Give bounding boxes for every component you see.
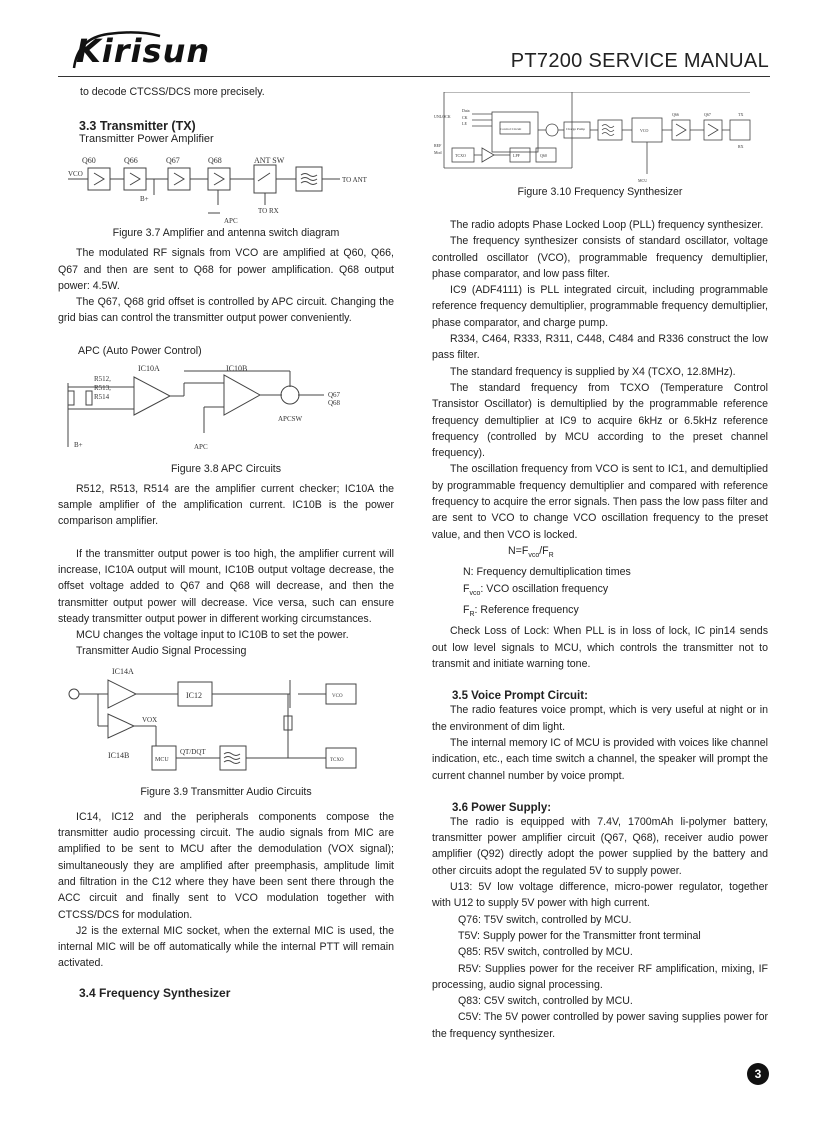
fig39-label-vox: VOX [142,715,158,724]
fig310-label-ref: REF [434,143,442,148]
para-voice-prompt-1: The radio features voice prompt, which is very useful at night or in the environment of dim light. [432,704,768,733]
para-loss-of-lock: Check Loss of Lock: When PLL is in loss of lock, IC pin14 sends out low level signals to MCU, which controls the transmitter not to transmit and initiate warning tone. [432,625,768,671]
fig37-label-toant: TO ANT [342,176,367,185]
manual-title: PT7200 SERVICE MANUAL [510,50,769,72]
fig310-label-chargepump: Charge Pump [566,127,586,131]
figure-3-9-caption: Figure 3.9 Transmitter Audio Circuits [140,785,312,798]
logo-text: Kirisun [76,32,211,70]
fig310-label-tcxo: TCXO [455,153,466,158]
logo-graphic [68,28,218,72]
fs-heading: 3.4 Frequency Synthesizer [79,985,231,1000]
ps-heading: 3.6 Power Supply: [452,801,552,814]
fig310-label-rx: RX [738,144,744,149]
fig38-label-ic10b: IC10B [226,363,248,373]
para-power-8: C5V: The 5V power controlled by power saving supplies power for the frequency synthesizer. [432,1011,768,1040]
vp-heading: 3.5 Voice Prompt Circuit: [452,690,588,703]
def-fr [463,602,768,623]
para-current-checker: R512, R513, R514 are the amplifier current checker; IC10A the sample amplifier of the amplification current. IC10B is the power comparison amplifier. [58,482,394,528]
fig37-label-bplus: B+ [140,195,149,204]
fig37-label-q66: Q66 [124,156,138,166]
para-power-7: Q83: C5V switch, controlled by MCU. [458,995,633,1008]
fig37-label-q67: Q67 [166,156,180,166]
fig38-label-apc: APC [194,442,208,451]
para-tcxo: The standard frequency from TCXO (Temperature Control Transistor Oscillator) is demultiplied by the programmable reference frequency demultiplier at IC9 to acquire 6kHz or 6.5kHz reference frequency (controlled by MCU according to the preset channel frequency). [432,381,768,460]
para-power-4: T5V: Supply power for the Transmitter front terminal [458,929,701,942]
figure-3-8-caption: Figure 3.8 APC Circuits [170,462,282,475]
fig39-label-mcu: MCU [155,756,169,763]
para-pll: The radio adopts Phase Locked Loop (PLL) frequency synthesizer. [450,219,764,231]
brand-logo [68,28,218,72]
para-power-2: U13: 5V low voltage difference, micro-power regulator, together with U12 to supply 5V power with high current. [432,881,768,910]
tx-subheading: Transmitter Power Amplifier [79,133,214,146]
para-synth-consists: The frequency synthesizer consists of standard oscillator, voltage controlled oscillator (VCO), programmable frequency demultiplier, phase comparator, and low pass filter. [432,235,768,280]
fig37-label-vco: VCO [68,170,83,179]
fig38-label-q67: Q67 [328,390,341,399]
def-fvco-prefix: F [463,582,470,595]
def-fr-sub: R [469,611,475,619]
figure-3-8-diagram [64,363,364,459]
fig310-label-ck: CK [462,115,468,120]
fig37-label-q68: Q68 [208,156,222,166]
figure-3-10-diagram [432,92,762,186]
fig38-label-apcsw: APCSW [278,414,303,423]
fig38-label-ic10a: IC10A [138,363,160,373]
tx-heading: 3.3 Transmitter (TX) [79,119,196,134]
para-modulated-rf: The modulated RF signals from VCO are amplified at Q60, Q66, Q67 and then are sent to Q68 for power amplification. Q68 output power: 4.5W. [58,247,394,292]
intro-line: to decode CTCSS/DCS more precisely. [80,86,265,98]
fig310-label-tx: TX [738,112,744,117]
para-grid-offset: The Q67, Q68 grid offset is controlled by APC circuit. Changing the grid bias can control the transmitter output power conveniently. [58,296,394,325]
para-power-1: The radio is equipped with 7.4V, 1700mAh li-polymer battery, transmitter power amplifier circuit (Q67, Q68), receiver audio power amplifier (Q92) directly adopt the power supplied by the battery and other circuits adopt the regulated 5V to supply power. [432,815,768,877]
fig310-label-le: LE [462,121,467,126]
para-lpf: R334, C464, R333, R311, C448, C484 and R336 construct the low pass filter. [432,333,768,362]
fig37-label-torx: TO RX [258,207,279,216]
fig310-label-mod: Mod [434,150,442,155]
para-oscillation: The oscillation frequency from VCO is sent to IC1, and demultiplied by programmable frequency demultiplier and compared with reference frequency to acquire the error signals. Then pass the low pass filter and are sent to VCO to change VCO oscillation frequency to the preset value, and then VCO is locked. [432,463,768,541]
fig39-label-ic12: IC12 [186,690,202,700]
fig37-label-apc: APC [224,217,238,226]
def-n: N: Frequency demultiplication times [463,566,631,579]
formula-n [508,543,768,564]
fig310-label-control: Control Circuit [500,127,522,131]
fig39-label-qtdqt: QT/DQT [180,747,206,756]
para-voice-prompt-2: The internal memory IC of MCU is provided with voices like channel indication, etc., each time switch a channel, the speaker will prompt the current channel number by voice prompt. [432,736,768,782]
formula-sub-vco: vco [528,552,540,560]
left-column [58,84,394,1000]
fig310-label-q67: Q67 [704,112,711,117]
para-j2-socket: J2 is the external MIC socket, when the external MIC is used, the internal MIC will be off automatically while the internal PTT will remain activated. [58,924,394,970]
fig38-label-bplus: B+ [74,440,83,449]
fig38-label-q68: Q68 [328,398,341,407]
fig310-label-q60: Q60 [540,153,547,158]
def-fvco [463,581,768,602]
fig39-label-tcxo: TCXO [330,757,344,763]
para-output-power: If the transmitter output power is too high, the amplifier current will increase, IC10A output will mount, IC10B output voltage decrease, the offset voltage added to Q67 and Q68 will decrease, and then the transmitter output power will decrease. Vice versa, such can ensure steady transmitter output power in different working circumstances. [58,547,394,625]
formula-mid: /F [539,544,549,557]
para-mcu-changes: MCU changes the voltage input to IC10B to set the power. [76,629,349,642]
para-power-3: Q76: T5V switch, controlled by MCU. [458,913,632,926]
fig310-label-data: Data [462,108,470,113]
para-ic9: IC9 (ADF4111) is PLL integrated circuit, including programmable reference frequency demultiplier, programmable frequency demultiplier, phase comparator, and charge pump. [432,284,768,329]
def-fr-text: : Reference frequency [474,604,579,617]
fig39-label-vco: VCO [332,693,343,699]
formula-sub-r: R [548,552,554,560]
header-divider [58,76,770,77]
fig39-label-ic14b: IC14B [108,750,130,760]
para-power-6: R5V: Supplies power for the receiver RF amplification, mixing, IF processing, audio signal processing. [432,962,768,991]
figure-3-7-diagram [58,151,394,225]
fig37-label-q60: Q60 [82,156,96,166]
apc-title: APC (Auto Power Control) [78,344,202,357]
def-fvco-text: : VCO oscillation frequency [480,582,609,595]
fig38-label-r513: R513, [94,383,111,392]
para-ic14-ic12: IC14, IC12 and the peripherals components compose the transmitter audio processing circuit. The audio signals from MIC are amplified to be sent to MCU after the demodulation (VOX signal); simultaneously they are amplified after preemphasis, amplitude limit and filtration in the C12 where they have been sent there through the ACC circuit and finally sent to VCO modulation together with CTCSS/DCS for modulation. [58,810,394,921]
formula-lhs: N=F [508,544,529,557]
para-std-freq: The standard frequency is supplied by X4 (TCXO, 12.8MHz). [450,365,736,378]
figure-3-10-caption: Figure 3.10 Frequency Synthesizer [517,186,683,198]
right-column [432,92,768,1042]
figure-3-7-caption: Figure 3.7 Amplifier and antenna switch diagram [112,227,340,240]
fig38-label-r514: R514 [94,392,110,401]
def-fvco-sub: vco [469,589,481,597]
fig310-label-lpf: LPF [513,153,520,158]
page-number: 3 [747,1063,769,1085]
para-audio-processing: Transmitter Audio Signal Processing [76,645,247,658]
fig310-label-vco: VCO [640,128,649,133]
figure-3-9-diagram [68,666,368,776]
fig310-label-q66: Q66 [672,112,679,117]
fig37-label-antsw: ANT SW [254,156,285,166]
para-power-5: Q85: R5V switch, controlled by MCU. [458,946,633,959]
fig38-label-r512: R512, [94,374,111,383]
fig310-label-mcu: MCU [638,178,648,183]
def-fr-prefix: F [463,604,470,617]
fig310-label-unlock: UNLOCK [434,114,451,119]
fig39-label-ic14a: IC14A [112,666,134,676]
